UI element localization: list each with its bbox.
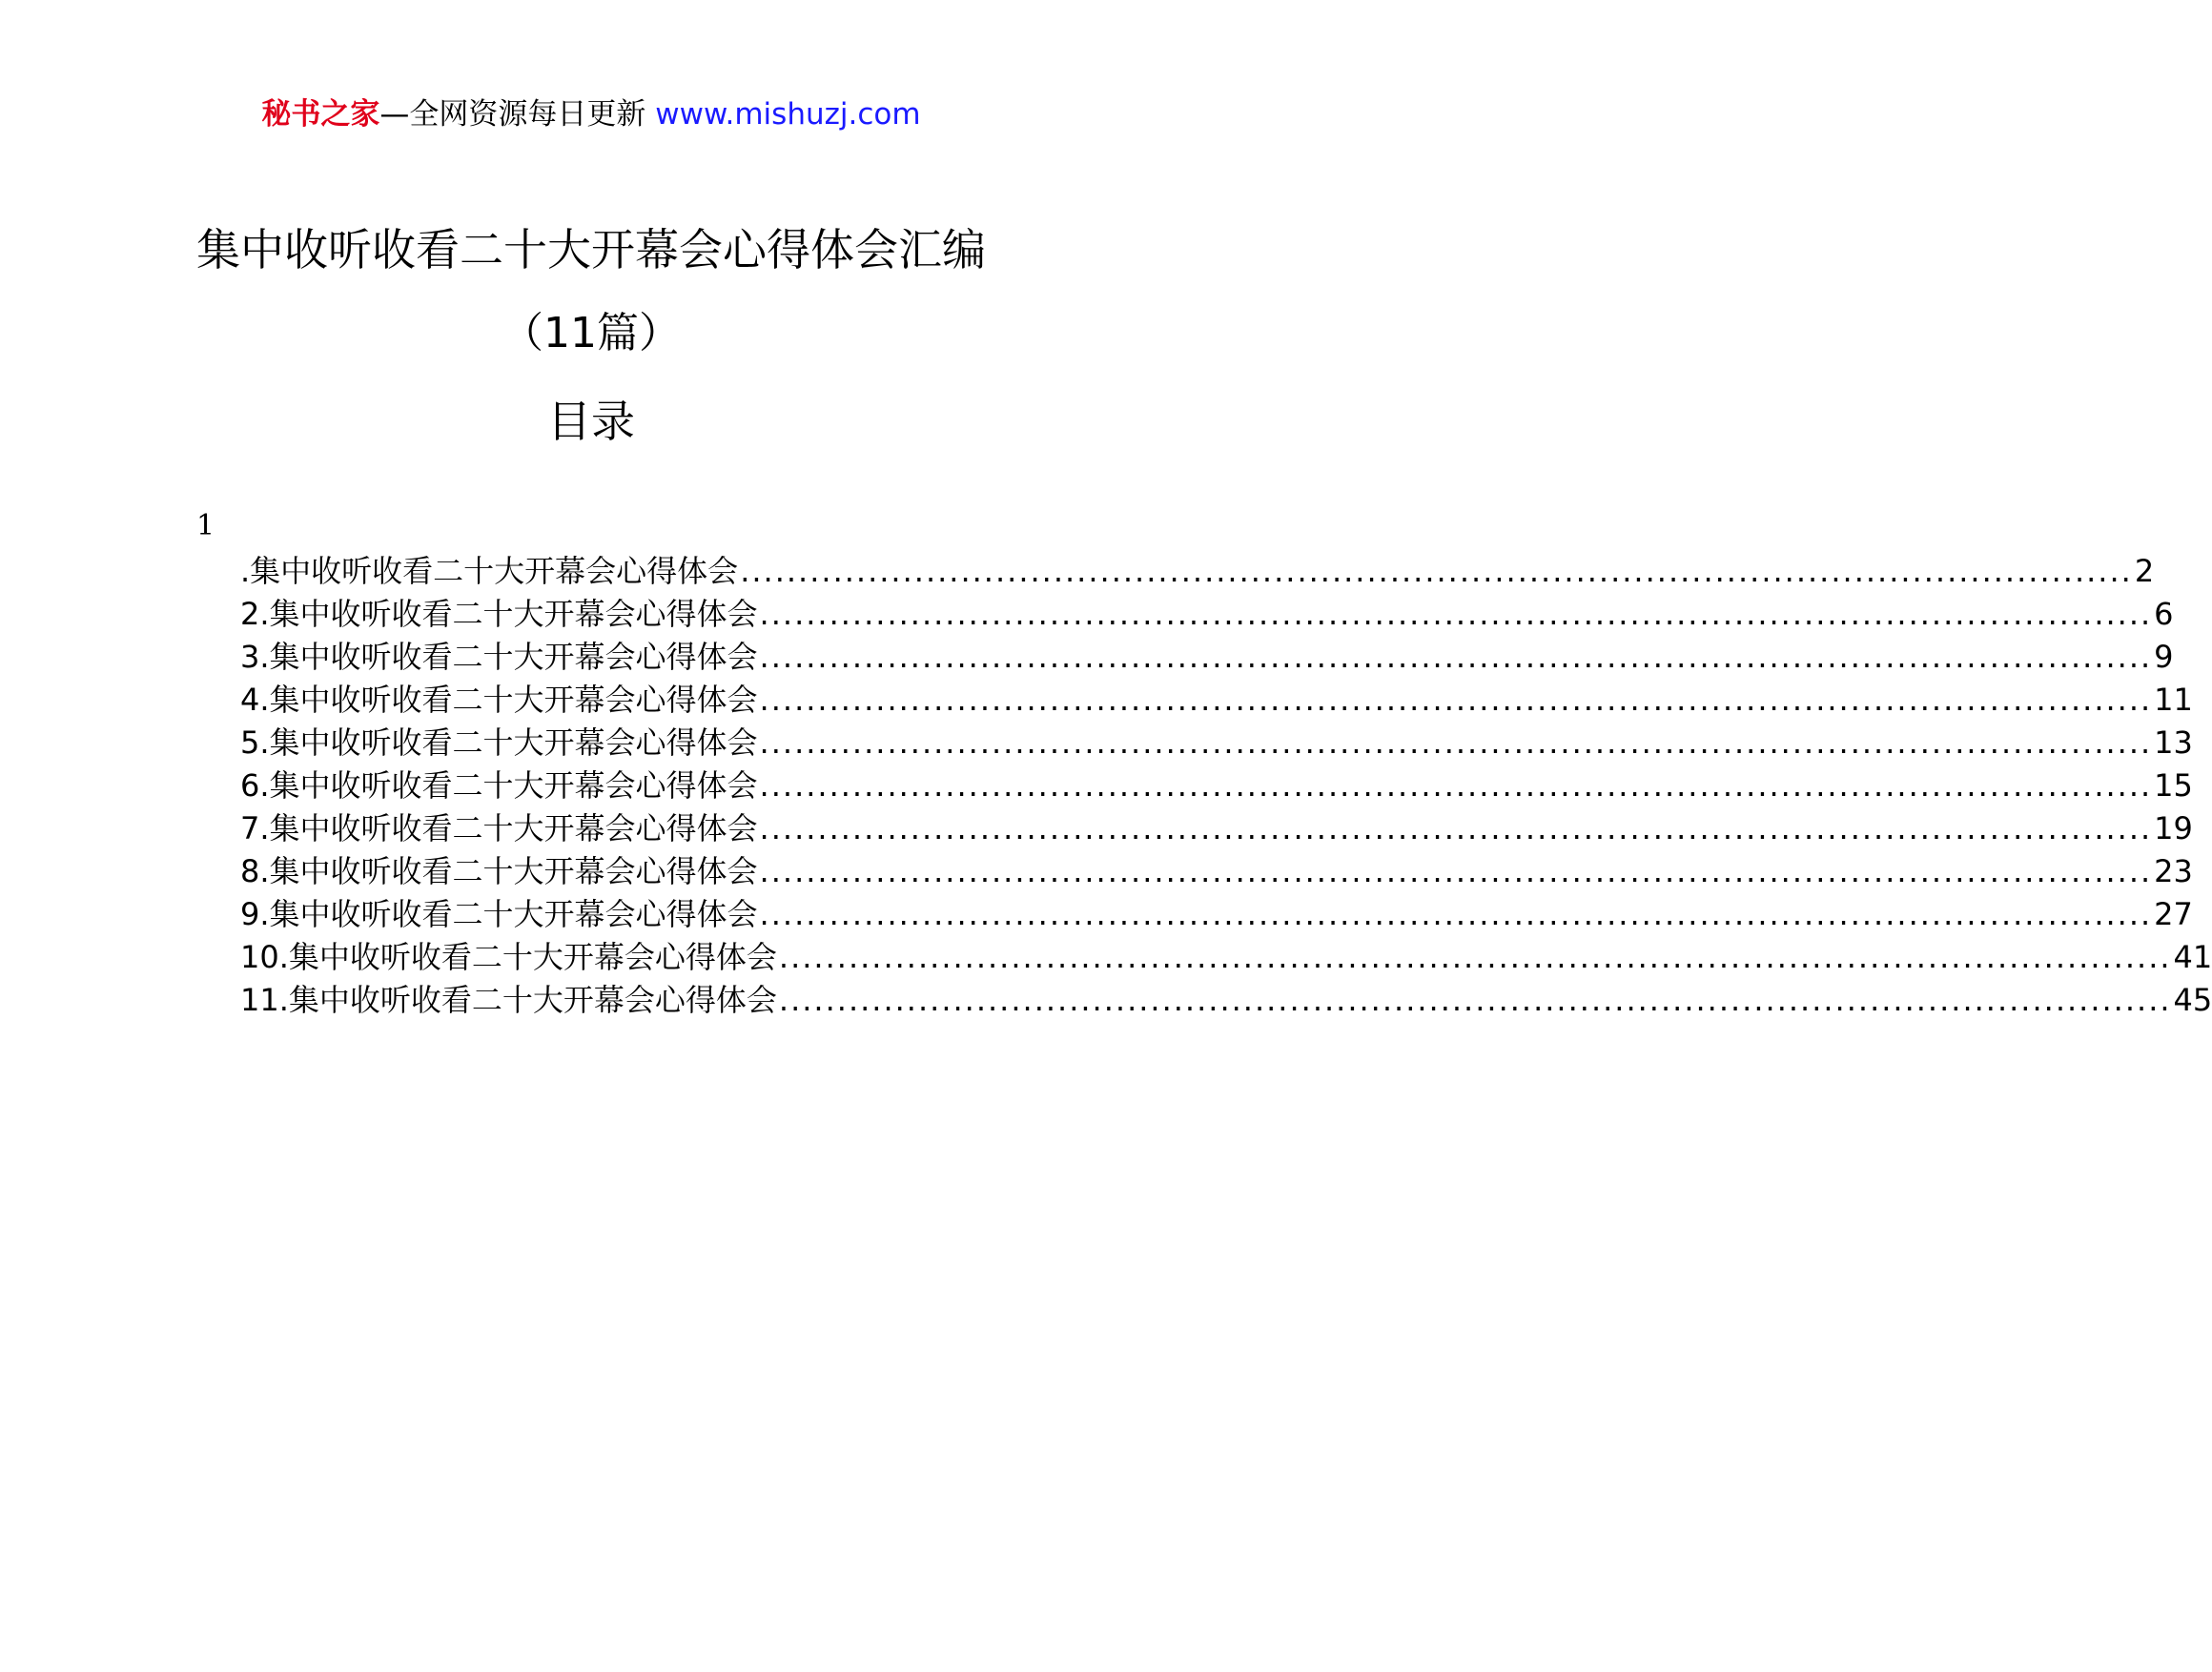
toc-entry-label: 3.集中收听收看二十大开幕会心得体会	[240, 639, 758, 675]
website-link[interactable]: www.mishuzj.com	[655, 97, 921, 132]
brand-name: 秘书之家	[261, 97, 380, 132]
toc-entry-page: 2	[2134, 553, 2155, 589]
toc-entry-page: 13	[2154, 724, 2193, 761]
table-of-contents	[240, 550, 2212, 1022]
toc-entry-label: .集中收听收看二十大开幕会心得体会	[240, 553, 739, 589]
toc-leader-dots: ........................................................................................................................	[759, 596, 2153, 632]
toc-entry[interactable]	[240, 636, 2174, 679]
toc-entry-label: 10.集中收听收看二十大开幕会心得体会	[240, 939, 777, 975]
toc-entry[interactable]	[240, 679, 2193, 722]
toc-entry-page: 19	[2154, 810, 2193, 846]
toc-entry-page: 9	[2154, 639, 2174, 675]
toc-entry[interactable]	[240, 979, 2212, 1022]
toc-entry-page: 6	[2154, 596, 2174, 632]
toc-leader-dots: ........................................................................................................................	[759, 853, 2153, 889]
document-title: 集中收听收看二十大开幕会心得体会汇编	[196, 224, 986, 275]
toc-heading: 目录	[547, 396, 635, 447]
toc-leader-dots: ........................................................................................................................	[778, 939, 2172, 975]
toc-entry-label: 8.集中收听收看二十大开幕会心得体会	[240, 853, 758, 889]
toc-entry-page: 27	[2154, 896, 2193, 932]
stray-number: 1	[196, 509, 215, 542]
toc-entry-page: 15	[2154, 767, 2193, 804]
header-tagline: —全网资源每日更新	[379, 97, 646, 132]
document-subtitle: （11篇）	[502, 309, 681, 357]
toc-leader-dots: ........................................................................................................................	[759, 724, 2153, 761]
toc-entry[interactable]	[240, 807, 2193, 850]
toc-entry[interactable]	[240, 765, 2193, 807]
toc-leader-dots: ........................................................................................................................	[759, 896, 2153, 932]
toc-entry-label: 7.集中收听收看二十大开幕会心得体会	[240, 810, 758, 846]
toc-entry-label: 4.集中收听收看二十大开幕会心得体会	[240, 682, 758, 718]
toc-entry[interactable]	[240, 550, 2155, 593]
toc-entry[interactable]	[240, 936, 2212, 979]
toc-entry-page: 23	[2154, 853, 2193, 889]
toc-entry-label: 5.集中收听收看二十大开幕会心得体会	[240, 724, 758, 761]
toc-entry[interactable]	[240, 722, 2193, 765]
toc-entry-label: 11.集中收听收看二十大开幕会心得体会	[240, 982, 777, 1018]
toc-entry-page: 45	[2173, 982, 2212, 1018]
toc-leader-dots: ........................................................................................................................	[759, 810, 2153, 846]
toc-entry-page: 11	[2154, 682, 2193, 718]
toc-entry-page: 41	[2173, 939, 2212, 975]
toc-entry-label: 6.集中收听收看二十大开幕会心得体会	[240, 767, 758, 804]
toc-leader-dots: ........................................................................................................................	[759, 767, 2153, 804]
toc-entry[interactable]	[240, 850, 2193, 893]
toc-entry-label: 9.集中收听收看二十大开幕会心得体会	[240, 896, 758, 932]
toc-leader-dots: ........................................................................................................................	[778, 982, 2172, 1018]
toc-leader-dots: ........................................................................................................................	[759, 682, 2153, 718]
page-header	[0, 95, 1182, 133]
toc-leader-dots: ........................................................................................................................	[740, 553, 2133, 589]
toc-entry[interactable]	[240, 593, 2174, 636]
toc-leader-dots: ........................................................................................................................	[759, 639, 2153, 675]
toc-entry[interactable]	[240, 893, 2193, 936]
toc-entry-label: 2.集中收听收看二十大开幕会心得体会	[240, 596, 758, 632]
